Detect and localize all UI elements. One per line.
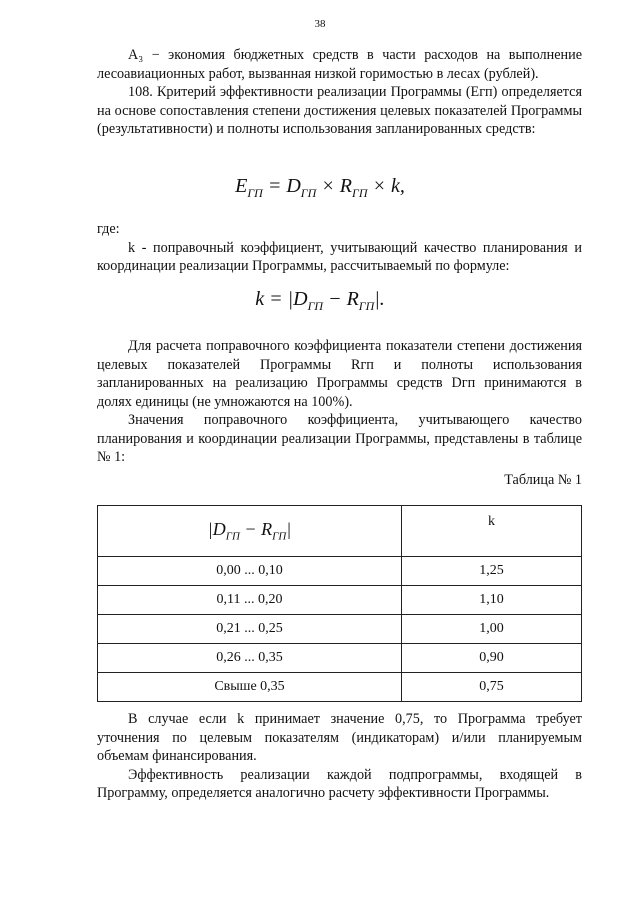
paragraph-where: где: xyxy=(97,221,120,237)
text-block-top xyxy=(97,46,582,139)
table-cell-k: 1,10 xyxy=(402,586,582,615)
table-row xyxy=(98,586,582,615)
paragraph-k-definition: k - поправочный коэффициент, учитывающий качество планирования и координации реализации Программы, рассчитываемый по формуле: xyxy=(97,239,582,274)
paragraph-a3: А₃ − экономия бюджетных средств в части расходов на выполнение лесоавиационных работ, вызванная низкой горимостью в лесах (рублей). xyxy=(97,47,582,82)
formula-efficiency: $E_{ГП} = D_{ГП} \times R_{ГП} \times k$, xyxy=(235,175,405,200)
table-cell-range: 0,00 ... 0,10 xyxy=(98,557,402,586)
table-header-k: k xyxy=(402,506,582,557)
paragraph-108: 108. Критерий эффективности реализации Программы (Егп) определяется на основе сопоставления степени достижения целевых показателей Программы (результативности) и полноты использования запланированных средств: xyxy=(97,84,582,137)
text-block-where xyxy=(97,220,582,276)
paragraph-subprograms: Эффективность реализации каждой подпрограммы, входящей в Программу, определяется аналогично расчету эффективности Программы. xyxy=(97,766,582,801)
table-row xyxy=(98,615,582,644)
table-cell-range: Свыше 0,35 xyxy=(98,673,402,702)
page-number: 38 xyxy=(314,18,326,30)
text-block-bottom xyxy=(97,710,582,803)
table-cell-k: 0,90 xyxy=(402,644,582,673)
table-header-row xyxy=(98,506,582,557)
table-caption: Таблица № 1 xyxy=(504,472,582,488)
formula-k: $k = |D_{ГП} - R_{ГП}|$. xyxy=(255,288,385,313)
paragraph-values: Значения поправочного коэффициента, учитывающего качество планирования и координации реализации Программы, представлены в таблице № 1: xyxy=(97,412,582,465)
table-header-range: $|D_{ГП} - R_{ГП}|$ xyxy=(98,506,402,557)
table-cell-range: 0,21 ... 0,25 xyxy=(98,615,402,644)
paragraph-calculation: Для расчета поправочного коэффициента показатели степени достижения целевых показателей Программы Rгп и полноты использования запланированных на реализацию Программы средств Dгп принимаются в долях единицы (не умножаются на 100%). xyxy=(97,338,582,410)
table-row xyxy=(98,557,582,586)
table-cell-range: 0,26 ... 0,35 xyxy=(98,644,402,673)
table-cell-k: 1,00 xyxy=(402,615,582,644)
table-cell-k: 0,75 xyxy=(402,673,582,702)
table-cell-range: 0,11 ... 0,20 xyxy=(98,586,402,615)
table-row xyxy=(98,673,582,702)
text-block-calc xyxy=(97,337,582,467)
paragraph-case: В случае если k принимает значение 0,75, то Программа требует уточнения по целевым показателям (индикаторам) и/или планируемым объемам финансирования. xyxy=(97,711,582,764)
table-row xyxy=(98,644,582,673)
table-cell-k: 1,25 xyxy=(402,557,582,586)
coefficient-table xyxy=(97,505,582,702)
